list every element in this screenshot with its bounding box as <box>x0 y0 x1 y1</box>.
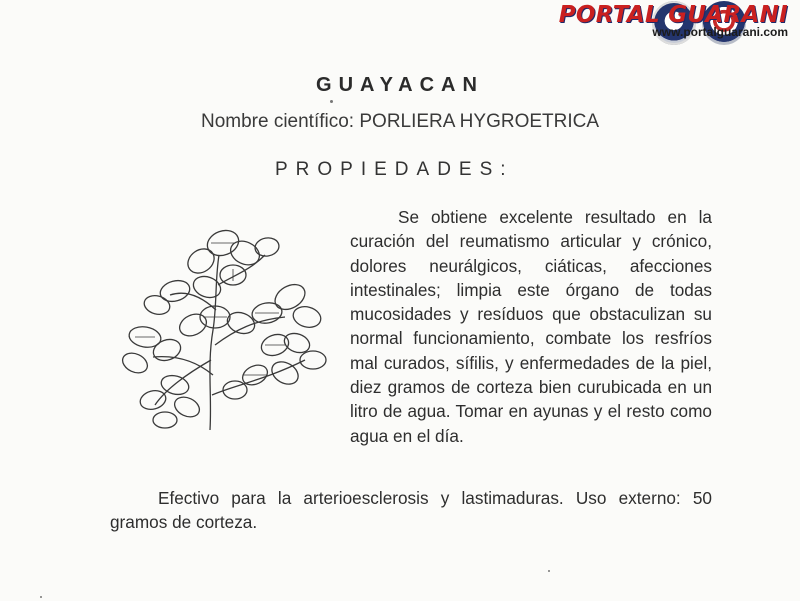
brand-name: PORTAL GUARANI <box>558 2 788 28</box>
page-title: GUAYACAN <box>316 74 484 96</box>
scan-speck <box>330 100 333 103</box>
scan-speck <box>548 570 550 572</box>
portal-header <box>484 0 800 48</box>
closing-paragraph: Efectivo para la arterioesclerosis y lastimaduras. Uso externo: 50 gramos de corteza. <box>110 488 712 533</box>
brand-block[interactable] <box>559 2 788 39</box>
brand-url[interactable]: www.portalguarani.com <box>652 25 788 39</box>
plant-illustration <box>115 225 335 440</box>
body-paragraph: Se obtiene excelente resultado en la curación del reumatismo articular y crónico, dolores neurálgicos, ciáticas, afecciones intestinales; limpia este órgano de todas mucosidades y resíduos que obstaculizan su normal funcionamiento, combate los resfríos mal curados, sífilis, y enfermedades de la piel, diez gramos de corteza bien curubicada en un litro de agua. Tomar en ayunas y el resto como agua en el día. <box>350 207 712 446</box>
scan-speck <box>40 596 42 598</box>
scientific-name: Nombre científico: PORLIERA HYGROETRICA <box>200 111 600 132</box>
section-heading: PROPIEDADES: <box>275 159 514 180</box>
